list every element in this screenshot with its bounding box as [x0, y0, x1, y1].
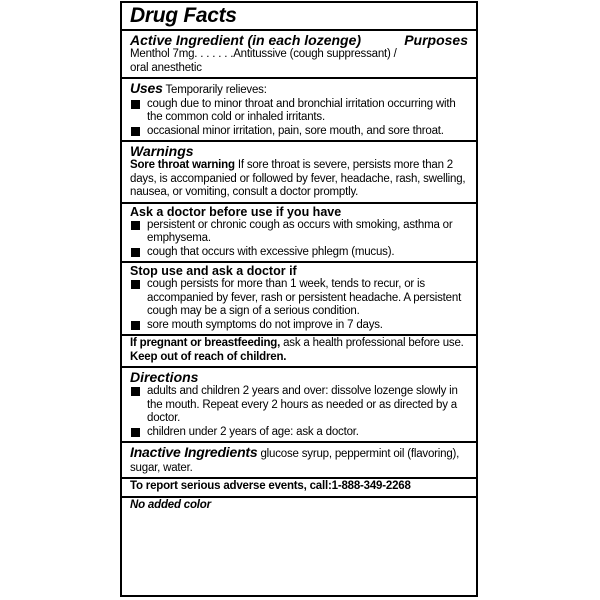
stop-use-heading: Stop use and ask a doctor if [130, 264, 297, 278]
square-bullet-icon [131, 387, 140, 396]
list-item [130, 98, 468, 125]
list-item [130, 385, 468, 426]
square-bullet-icon [131, 221, 140, 230]
list-item [130, 219, 468, 246]
no-added-color: No added color [130, 498, 211, 511]
list-item-text: adults and children 2 years and over: dissolve lozenge slowly in the mouth. Repeat every 2 hours as needed or as directed by a doctor. [147, 385, 458, 424]
directions-section [122, 368, 476, 443]
square-bullet-icon [131, 100, 140, 109]
pregnancy-text [130, 337, 468, 351]
list-item [130, 246, 468, 260]
list-item-text: sore mouth symptoms do not improve in 7 days. [147, 318, 383, 331]
active-ingredient-section [122, 31, 476, 79]
directions-list [130, 385, 468, 439]
active-line-1: Menthol 7mg. . . . . . .Antitussive (cough suppressant) / [130, 48, 397, 60]
list-item [130, 125, 468, 139]
active-heading-row [130, 32, 468, 48]
warnings-heading: Warnings [130, 143, 194, 159]
ask-doctor-list [130, 219, 468, 260]
uses-section [122, 79, 476, 142]
uses-intro: Temporarily relieves: [165, 84, 267, 96]
warnings-section [122, 142, 476, 204]
inactive-ingredients-text [130, 444, 468, 475]
pregnancy-section [122, 336, 476, 368]
ask-doctor-heading: Ask a doctor before use if you have [130, 204, 342, 219]
list-item-text: occasional minor irritation, pain, sore mouth, and sore throat. [147, 124, 444, 137]
list-item [130, 426, 468, 440]
inactive-ingredients-list: glucose syrup, peppermint oil (flavoring), sugar, water. [130, 448, 460, 474]
uses-list [130, 98, 468, 139]
ask-doctor-section [122, 204, 476, 264]
square-bullet-icon [131, 280, 140, 289]
keep-out-of-reach: Keep out of reach of children. [130, 350, 287, 363]
square-bullet-icon [131, 248, 140, 257]
list-item-text: cough persists for more than 1 week, tends to recur, or is accompanied by fever, rash or persistent headache. A persistent cough may be a sign of a serious condition. [147, 278, 462, 317]
stop-use-list [130, 278, 468, 332]
inactive-ingredients-section [122, 443, 476, 479]
active-line-2: oral anesthetic [130, 61, 202, 74]
square-bullet-icon [131, 127, 140, 136]
sore-throat-warning [130, 159, 468, 200]
sore-throat-label: Sore throat warning [130, 159, 235, 171]
list-item-text: children under 2 years of age: ask a doctor. [147, 425, 359, 438]
report-adverse-events: To report serious adverse events, call:1-888-349-2268 [130, 480, 411, 492]
stop-use-section [122, 263, 476, 336]
uses-heading: Uses [130, 80, 163, 96]
pregnancy-advice: ask a health professional before use. [283, 337, 464, 349]
footer-section [122, 498, 476, 515]
report-section [122, 479, 476, 498]
active-ingredient-heading: Active Ingredient (in each lozenge) [130, 32, 362, 48]
inactive-ingredients-heading: Inactive Ingredients [130, 444, 258, 460]
list-item-text: cough due to minor throat and bronchial irritation occurring with the common cold or inhaled irritants. [147, 97, 456, 123]
directions-heading: Directions [130, 369, 199, 385]
list-item [130, 319, 468, 333]
purposes-heading: Purposes [404, 32, 468, 48]
list-item-text: cough that occurs with excessive phlegm (mucus). [147, 245, 395, 258]
pregnancy-label: If pregnant or breastfeeding, [130, 337, 281, 349]
page-title: Drug Facts [130, 4, 237, 27]
title-section [122, 3, 476, 31]
drug-facts-label [120, 1, 478, 597]
list-item [130, 278, 468, 319]
sore-throat-text: If sore throat is severe, persists more than 2 days, is accompanied or followed by fever, headache, rash, swelling, nausea, or vomiting, consult a doctor promptly. [130, 159, 466, 198]
square-bullet-icon [131, 321, 140, 330]
list-item-text: persistent or chronic cough as occurs with smoking, asthma or emphysema. [147, 218, 453, 244]
uses-intro-line [130, 80, 468, 98]
square-bullet-icon [131, 428, 140, 437]
